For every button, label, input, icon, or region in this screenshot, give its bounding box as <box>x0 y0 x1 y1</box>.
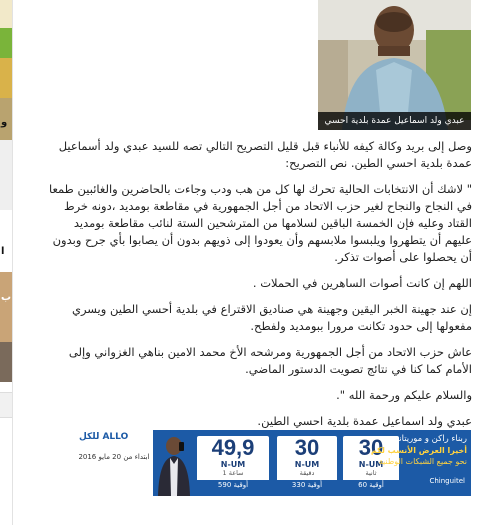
sidebar-search-box[interactable] <box>0 392 12 418</box>
article-intro: وصل إلى بريد وكالة كيفه للأنباء قبل قليل التصريح التالي تصه للسيد عبدي ولد أسماعيل عمدة بلدية احسي الطين. نص التصريح: <box>58 139 472 170</box>
article-paragraph: اللهم إن كانت أصوات الساهرين في الحملات . <box>252 276 472 290</box>
ad-right-text <box>369 434 467 467</box>
ad-offer-hour[interactable] <box>197 436 269 490</box>
ad-date-text: ابتداء من 20 مايو 2016 <box>78 453 150 461</box>
ad-headline: أخيرا العرض الأنسب لكم <box>370 446 467 455</box>
sidebar-thumb[interactable] <box>0 28 12 58</box>
sidebar-thumb[interactable] <box>0 272 12 342</box>
sidebar-text-fragment: و <box>1 117 8 128</box>
ad-offer-price: 49,9 <box>211 435 255 460</box>
sidebar-thumb[interactable] <box>0 342 12 382</box>
sidebar-thumb[interactable] <box>0 0 12 28</box>
article-paragraph: " لاشك أن الانتخابات الحالية تحرك لها كل من هب ودب وجاءت بالحاضرين والغائبين طمعا في النجاح والنجاح لغير حزب الاتحاد من أجل الجمهورية في مقاطعة بومديد ،دونه خرط القتاد وعليه فإن الخمسة الباقين لسلامها من المترشحين الستة لنائب مقاطعة بومديد عليهم أن يتطهروا ويلبسوا ملابسهم وأن يعودوا إلى ذويهم بدون أن يصابوا بأي جرح وبدون أن يحصلوا على أصوات تذكر. <box>48 182 472 264</box>
ad-headline: ربناء راكن و موريتاني <box>392 434 467 444</box>
article-signature: عبدي ولد اسماعيل عمدة بلدية احسي الطين. <box>257 414 472 428</box>
sidebar-text-fragment: ب <box>1 292 12 303</box>
article-paragraph: إن عند جهينة الخبر اليقين وجهينة هي صناديق الاقتراع في بلدية أحسي الطين ويسري مفعولها إلى حدود تكانت مرورا ببومديد ولفطح. <box>71 302 472 333</box>
ad-offer-minutes[interactable] <box>277 436 337 490</box>
ad-offer-sub: دقيقة <box>299 469 315 477</box>
chinguitel-logo: Chinguitel <box>429 477 465 485</box>
ad-offer-price: 30 <box>294 435 320 460</box>
article-body <box>48 138 472 439</box>
ad-offer-footer: 330 أوقية <box>277 480 337 490</box>
ad-offer-sub: ساعة 1 <box>222 469 244 477</box>
ad-brand-text: ALLO للكل <box>79 432 129 442</box>
left-sidebar-strip <box>0 0 13 525</box>
photo-caption: عبدي ولد اسماعيل عمدة بلدية احسي <box>318 112 471 130</box>
article-photo <box>318 0 471 130</box>
ad-person-image <box>155 434 193 496</box>
sidebar-thumb[interactable] <box>0 58 12 98</box>
portrait-image <box>318 0 471 130</box>
ad-offer-unit: N-UM <box>358 460 384 469</box>
advertisement-banner[interactable] <box>73 430 471 496</box>
ad-offer-footer: 590 أوقية <box>197 480 269 490</box>
ad-offer-footer: 60 أوقية <box>343 480 399 490</box>
sidebar-thumb[interactable] <box>0 140 12 210</box>
ad-offer-sub: ثانية <box>365 469 377 477</box>
ad-offer-price: 30 <box>358 435 384 460</box>
ad-offer-unit: N-UM <box>220 460 246 469</box>
sidebar-text-fragment: ا <box>1 246 5 257</box>
article-paragraph: والسلام عليكم ورحمة الله ". <box>336 388 472 402</box>
ad-left-panel <box>73 430 153 496</box>
ad-headline: نحو جميع الشبكات الوطنية <box>378 457 467 466</box>
ad-offer-unit: N-UM <box>294 460 320 469</box>
article-paragraph: عاش حزب الاتحاد من أجل الجمهورية ومرشحه الأخ محمد الامين بناهي الغزواني وإلى الأمام كما كنا في نتائج تصويت الدستور الماضي. <box>68 345 472 376</box>
